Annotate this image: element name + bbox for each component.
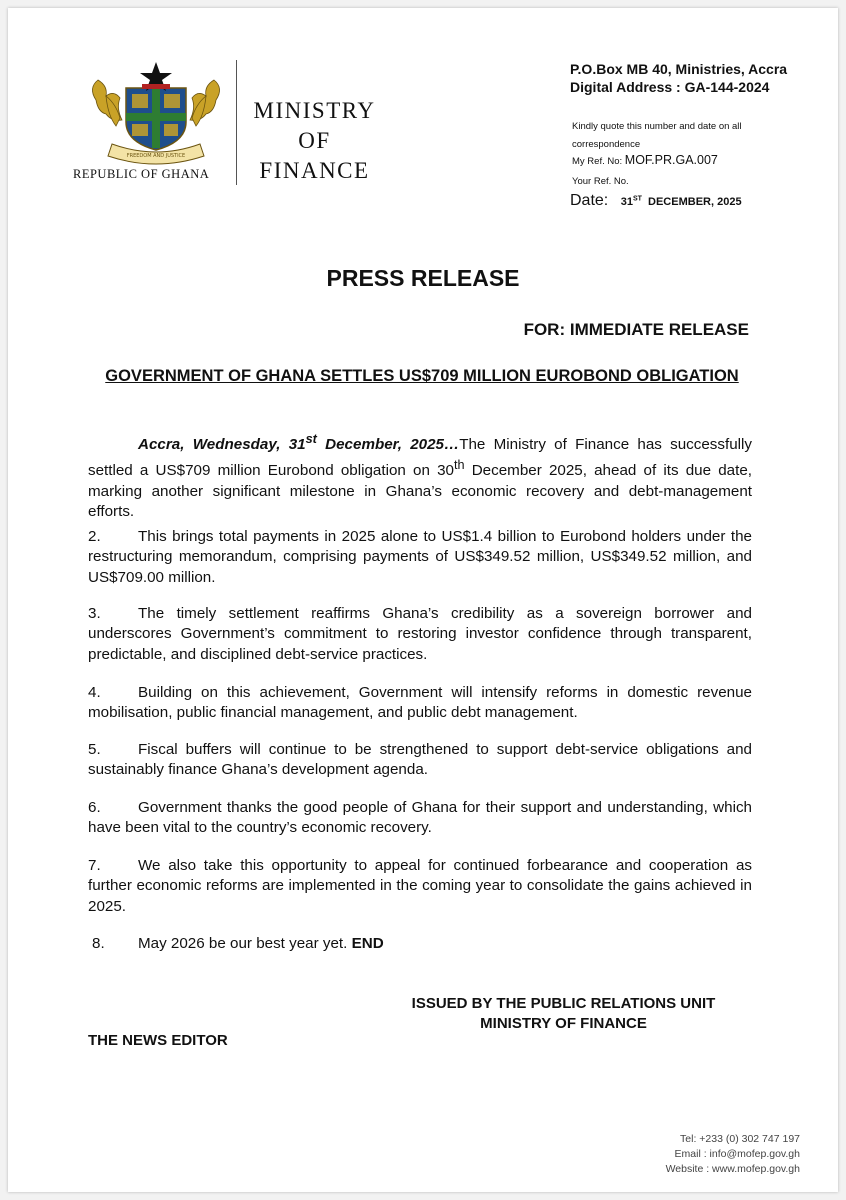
issued-by-line-1: ISSUED BY THE PUBLIC RELATIONS UNIT <box>411 995 716 1012</box>
date-line <box>570 192 742 210</box>
date-value <box>621 196 742 208</box>
coat-of-arms-emblem <box>86 60 226 168</box>
digital-address: Digital Address : GA-144-2024 <box>570 79 770 95</box>
svg-text:FREEDOM AND JUSTICE: FREEDOM AND JUSTICE <box>126 153 186 159</box>
my-ref <box>572 153 718 167</box>
header-divider <box>236 60 237 185</box>
dateline-part-a: Accra, Wednesday, 31 <box>138 436 306 454</box>
paragraph-text: Fiscal buffers will continue to be strengthened to support debt-service obligations and sustainably finance Ghana’s development agenda. <box>88 741 752 779</box>
ministry-line-3: FINANCE <box>259 158 370 183</box>
kindly-quote-note: Kindly quote this number and date on all correspondence <box>572 121 742 150</box>
postal-address-block <box>570 60 787 96</box>
your-ref-label: Your Ref. No. <box>572 176 629 187</box>
date-label: Date: <box>570 192 609 209</box>
paragraph-text: Government thanks the good people of Ghana for their support and understanding, which have been vital to the country’s economic recovery. <box>88 799 752 837</box>
p1-text-a: The Ministry of Finance has successfully settled a US$709 million Eurobond obligation on 30 <box>88 436 752 480</box>
paragraph-text: May 2026 be our best year yet. <box>138 935 352 952</box>
ministry-line-2: OF <box>298 128 331 153</box>
paragraph-1 <box>88 429 752 522</box>
paragraph-number: 7. <box>88 857 101 874</box>
paragraph-3 <box>88 604 752 665</box>
end-marker: END <box>351 935 384 952</box>
my-ref-label: My Ref. No: <box>572 156 623 167</box>
news-editor-addressee: THE NEWS EDITOR <box>88 1032 228 1049</box>
p1-text-b: December 2025, ahead of its due date, marking another significant milestone in Ghana’s economic recovery and debt-management efforts. <box>88 462 752 521</box>
paragraph-number: 3. <box>88 605 101 622</box>
paragraph-text: Building on this achievement, Government will intensify reforms in domestic revenue mobilisation, public financial management, and public debt management. <box>88 684 752 722</box>
date-rest: DECEMBER, 2025 <box>648 196 742 208</box>
paragraph-text: The timely settlement reaffirms Ghana’s credibility as a sovereign borrower and underscores Government’s commitment to restoring investor confidence through transparent, predictable, and disciplined debt-service practices. <box>88 605 752 663</box>
paragraph-number: 2. <box>88 528 101 545</box>
paragraph-5 <box>88 740 752 781</box>
contact-block <box>666 1132 800 1177</box>
issued-by-block <box>391 994 736 1034</box>
date-suffix: ST <box>632 195 642 203</box>
paragraph-7 <box>88 856 752 917</box>
contact-tel: Tel: +233 (0) 302 747 197 <box>680 1133 800 1145</box>
paragraph-8 <box>92 935 384 952</box>
issued-by-line-2: MINISTRY OF FINANCE <box>480 1015 647 1032</box>
paragraph-2 <box>88 527 752 588</box>
date-day: 31 <box>620 196 633 208</box>
p1-text-sup: th <box>453 458 465 473</box>
dateline-part-b: December, 2025… <box>316 436 460 454</box>
contact-email: Email : info@mofep.gov.gh <box>674 1148 800 1160</box>
paragraph-number: 8. <box>92 935 105 952</box>
dateline <box>138 432 460 454</box>
headline: GOVERNMENT OF GHANA SETTLES US$709 MILLION EUROBOND OBLIGATION <box>105 367 739 385</box>
paragraph-number: 4. <box>88 684 101 701</box>
paragraph-6 <box>88 798 752 839</box>
release-line: FOR: IMMEDIATE RELEASE <box>523 320 749 339</box>
page-title: PRESS RELEASE <box>326 265 520 291</box>
ministry-line-1: MINISTRY <box>253 98 376 123</box>
my-ref-value: MOF.PR.GA.007 <box>624 153 718 167</box>
contact-website: Website : www.mofep.gov.gh <box>665 1163 800 1175</box>
paragraph-text: We also take this opportunity to appeal for continued forbearance and cooperation as further economic reforms are implemented in the coming year to consolidate the gains achieved in 2025. <box>88 857 752 915</box>
paragraph-number: 5. <box>88 741 101 758</box>
paragraph-number: 6. <box>88 799 101 816</box>
republic-name: REPUBLIC OF GHANA <box>73 167 210 181</box>
dateline-sup: st <box>305 432 317 446</box>
paragraph-4 <box>88 683 752 724</box>
paragraph-text: This brings total payments in 2025 alone to US$1.4 billion to Eurobond holders under the restructuring memorandum, comprising payments of US$349.52 million, US$349.52 million, and US$709.00 million. <box>88 528 752 586</box>
po-box: P.O.Box MB 40, Ministries, Accra <box>570 61 788 77</box>
ministry-logotype <box>252 96 377 186</box>
